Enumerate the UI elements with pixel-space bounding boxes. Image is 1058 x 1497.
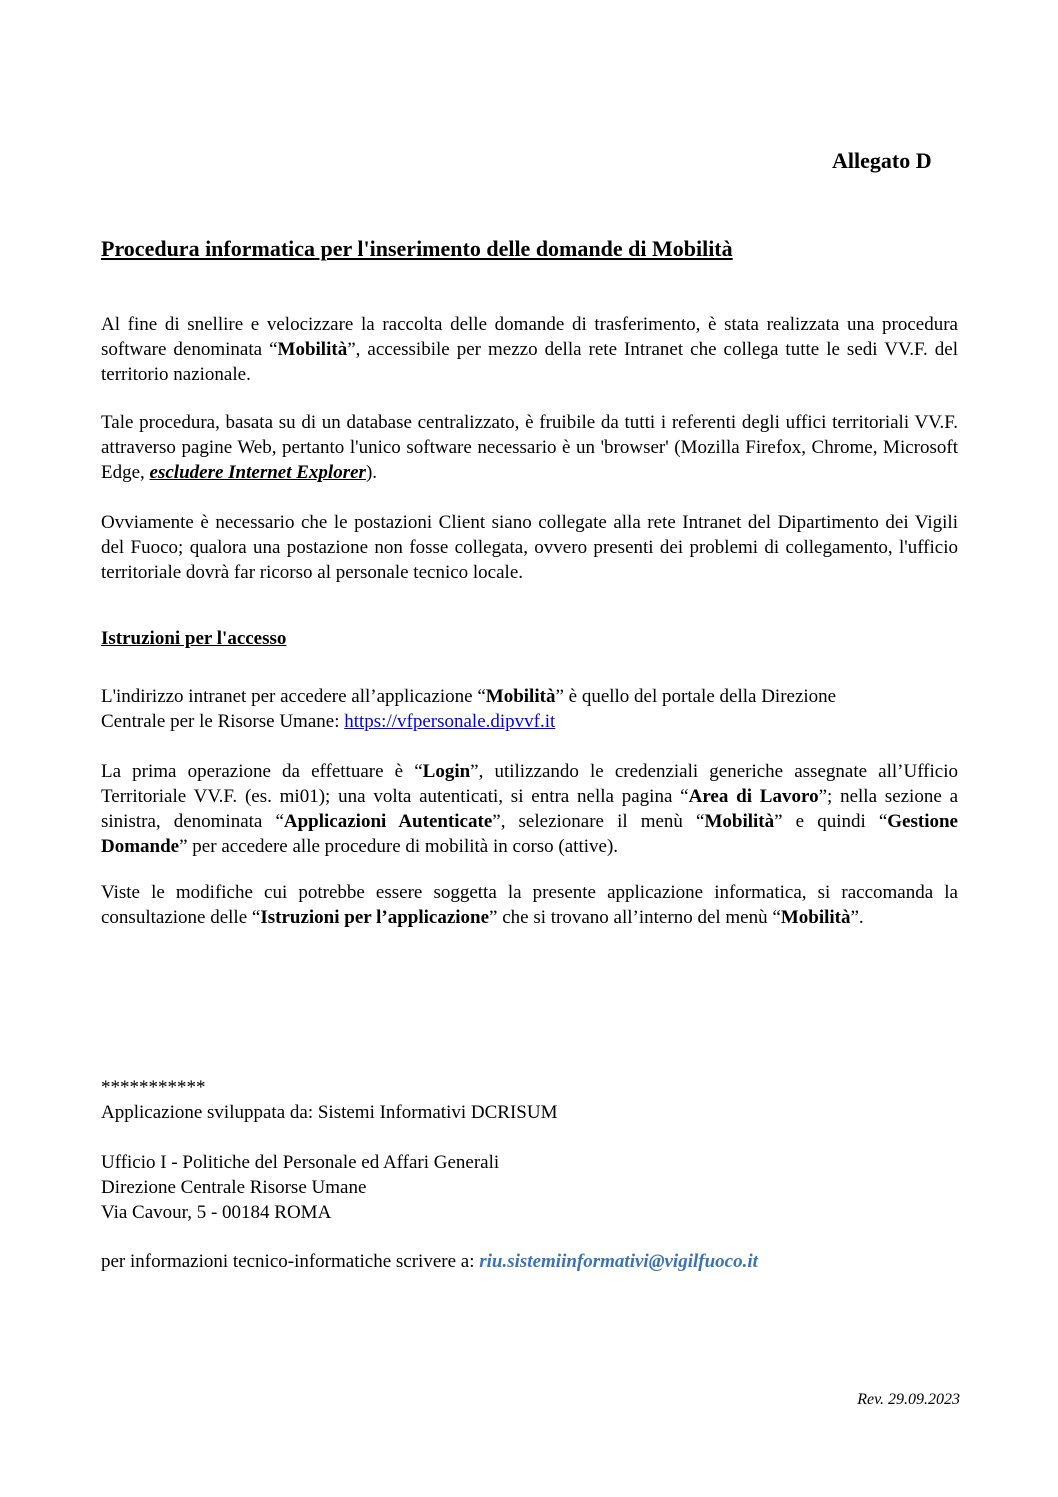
contact-email-link[interactable]: riu.sistemiinformativi@vigilfuoco.it <box>479 1251 758 1272</box>
paragraph-address-line1 <box>101 684 836 709</box>
text-span: Viste le modifiche cui potrebbe essere soggetta la presente applicazione informatica, si raccomanda la consultazione delle “ <box>101 882 958 928</box>
text-span: ”; nella sezione a sinistra, denominata “ <box>101 786 959 832</box>
paragraph-intro <box>101 312 958 387</box>
bold-mobilita: Mobilità <box>485 686 556 707</box>
bold-mobilita: Mobilità <box>277 339 348 360</box>
revision-date: Rev. 29.09.2023 <box>857 1391 960 1408</box>
annex-label: Allegato D <box>832 148 932 173</box>
text-span: ” per accedere alle procedure di mobilità in corso (attive). <box>179 836 619 857</box>
paragraph-database <box>101 410 958 485</box>
bold-exclude-ie: escludere Internet Explorer <box>149 462 366 483</box>
bold-login: Login <box>422 761 471 782</box>
office-line-2: Direzione Centrale Risorse Umane <box>101 1177 367 1198</box>
text-span: ”. <box>850 907 864 928</box>
bold-gestione-domande: Gestione Domande <box>101 811 958 857</box>
portal-link[interactable]: https://vfpersonale.dipvvf.it <box>344 711 556 732</box>
contact-line <box>101 1249 758 1274</box>
developer-credit: Applicazione sviluppata da: Sistemi Informativi DCRISUM <box>101 1102 558 1123</box>
text-span: Tale procedura, basata su di un database centralizzato, è fruibile da tutti i referenti degli uffici territoriali VV.F. attraverso pagine Web, pertanto l'unico software necessario è un 'browser' (Mozilla Firefox, Chrome, Microsoft Edge, <box>101 412 958 483</box>
separator-stars: *********** <box>101 1077 206 1098</box>
document-title: Procedura informatica per l'inserimento delle domande di Mobilità <box>101 236 733 261</box>
bold-area-lavoro: Area di Lavoro <box>688 786 819 807</box>
office-line-1: Ufficio I - Politiche del Personale ed Affari Generali <box>101 1152 500 1173</box>
paragraph-login <box>101 759 958 859</box>
bold-istruzioni: Istruzioni per l’applicazione <box>260 907 490 928</box>
bold-mobilita: Mobilità <box>704 811 775 832</box>
text-span: ”, accessibile per mezzo della rete Intranet che collega tutte le sedi VV.F. del territorio nazionale. <box>101 339 958 385</box>
office-line-3: Via Cavour, 5 - 00184 ROMA <box>101 1202 332 1223</box>
section-title-access: Istruzioni per l'accesso <box>101 628 287 649</box>
bold-applicazioni-autenticate: Applicazioni Autenticate <box>283 811 493 832</box>
text-span: ” e quindi “ <box>774 811 888 832</box>
paragraph-address-line2 <box>101 709 555 734</box>
contact-label: per informazioni tecnico-informatiche scrivere a: <box>101 1251 480 1272</box>
bold-mobilita: Mobilità <box>780 907 851 928</box>
text-span: ” che si trovano all’interno del menù “ <box>489 907 781 928</box>
text-span: ”, selezionare il menù “ <box>492 811 705 832</box>
paragraph-network: Ovviamente è necessario che le postazioni Client siano collegate alla rete Intranet del Dipartimento dei Vigili del Fuoco; qualora una postazione non fosse collegata, ovvero presenti dei problemi di collegamento, l'ufficio territoriale dovrà far ricorso al personale tecnico locale. <box>101 512 958 583</box>
text-span: La prima operazione da effettuare è “ <box>101 761 423 782</box>
text-span: Centrale per le Risorse Umane: <box>101 711 345 732</box>
text-span: ” è quello del portale della Direzione <box>555 686 837 707</box>
text-span: ”, utilizzando le credenziali generiche assegnate all’Ufficio Territoriale VV.F. (es. mi01); una volta autenticati, si entra nella pagina “ <box>101 761 958 807</box>
text-span: Al fine di snellire e velocizzare la raccolta delle domande di trasferimento, è stata realizzata una procedura software denominata “ <box>101 314 958 360</box>
text-span: ). <box>365 462 378 483</box>
paragraph-instructions <box>101 880 958 930</box>
text-span: L'indirizzo intranet per accedere all’applicazione “ <box>101 686 486 707</box>
